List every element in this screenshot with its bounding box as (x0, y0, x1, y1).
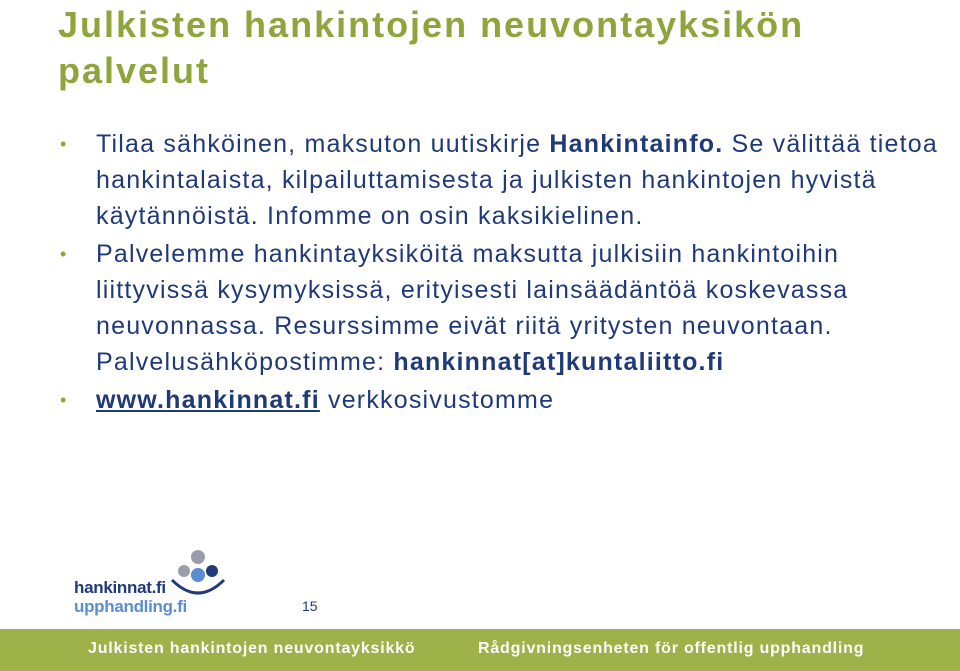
bullet-newsletter (60, 126, 940, 234)
newsletter-text-start: Tilaa sähköinen, maksuton uutiskirje (96, 130, 550, 158)
newsletter-name: Hankintainfo. (549, 130, 724, 158)
footer-finnish: Julkisten hankintojen neuvontayksikkö (88, 640, 416, 657)
footer-swedish: Rådgivningsenheten för offentlig upphandling (478, 640, 865, 657)
hankinnat-logo (70, 548, 240, 618)
website-link[interactable]: www.hankinnat.fi (96, 386, 320, 414)
newsletter-text-end: Se välittää tietoa hankintalaista, kilpailuttamisesta ja julkisten hankintojen hyvistä käytännöistä. Infomme on osin kaksikielinen. (96, 130, 938, 230)
logo-text-finnish: hankinnat.fi (74, 578, 166, 597)
service-email: hankinnat[at]kuntaliitto.fi (393, 348, 725, 376)
bullet-services (60, 236, 940, 380)
bullet-website (60, 382, 940, 418)
services-text: Palvelemme hankintayksiköitä maksutta julkisiin hankintoihin liittyvissä kysymyksissä, erityisesti lainsäädäntöä koskevassa neuvonnassa. Resurssimme eivät riitä yritysten neuvontaan. Palvelusähköpostimme: (96, 240, 849, 376)
website-text: verkkosivustomme (319, 386, 555, 414)
logo-text-swedish: upphandling.fi (74, 597, 187, 616)
slide-title: Julkisten hankintojen neuvontayksikön palvelut (58, 4, 805, 91)
footer-bar (0, 629, 960, 671)
bullet-list (60, 126, 940, 420)
page-number: 15 (302, 598, 318, 614)
logo-people-icon (166, 548, 230, 604)
